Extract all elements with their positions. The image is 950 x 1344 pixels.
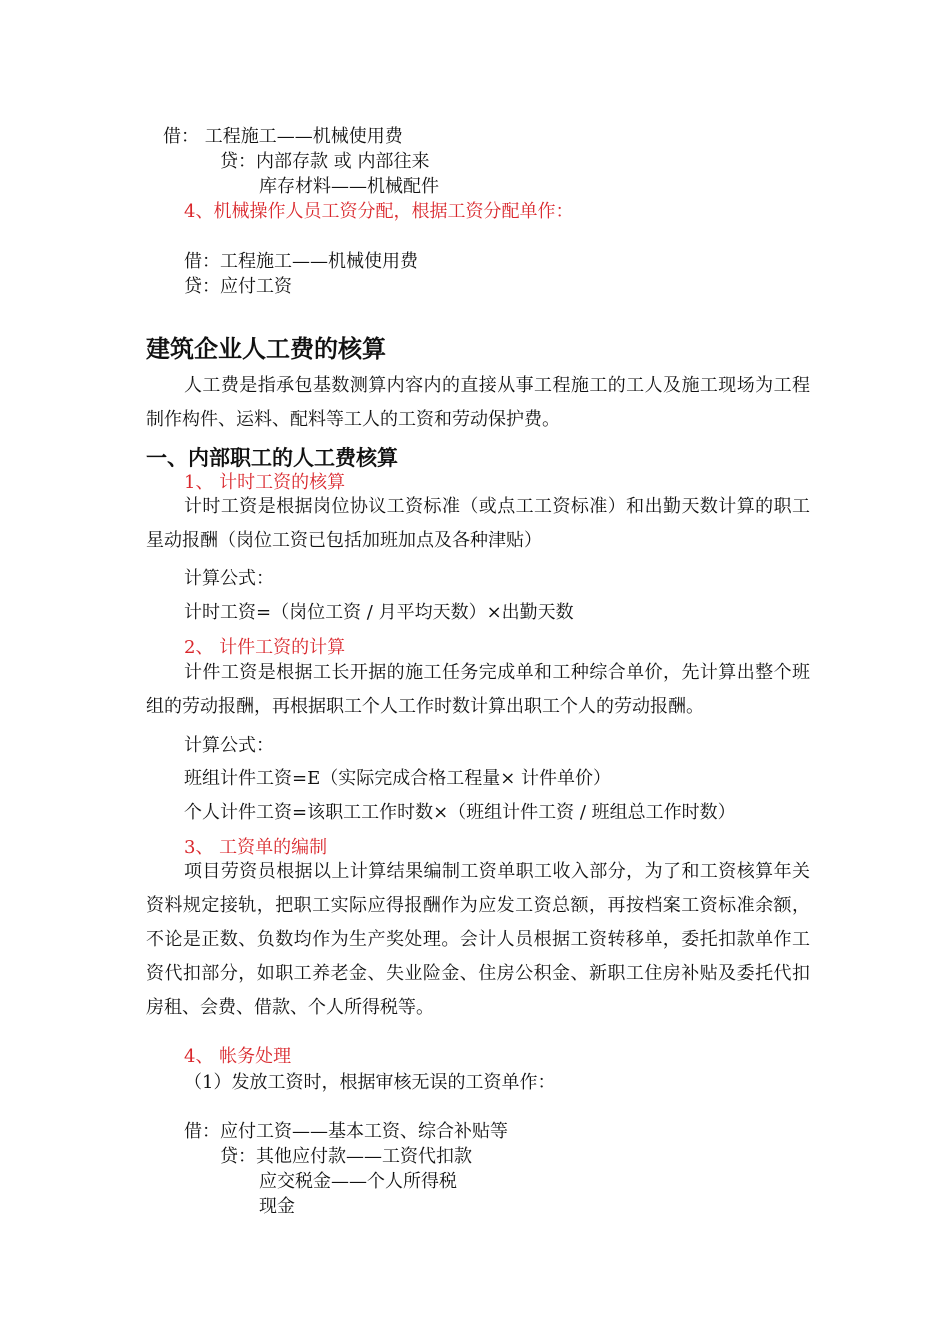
sub4-entry-credit-cash: 现金 [259, 1196, 295, 1217]
entry-line-credit-materials: 库存材料——机械配件 [259, 176, 439, 197]
sub2-formula-label: 计算公式： [184, 735, 274, 756]
sub4-entry-debit: 借：应付工资——基本工资、综合补贴等 [184, 1121, 508, 1142]
red-heading-machine-wages: 4、机械操作人员工资分配，根据工资分配单作： [184, 201, 574, 222]
entry-line-debit-machine-2: 借：工程施工——机械使用费 [184, 251, 418, 272]
section1-title: 一、内部职工的人工费核算 [146, 446, 398, 470]
sub4-entry-credit-other: 贷：其他应付款——工资代扣款 [220, 1146, 472, 1167]
sub2-formula-team: 班组计件工资=E（实际完成合格工程量× 计件单价） [184, 768, 612, 789]
sub2-formula-individual: 个人计件工资=该职工工作时数×（班组计件工资 / 班组总工作时数） [184, 802, 736, 823]
intro-paragraph: 人工费是指承包基数测算内容内的直接从事工程施工的工人及施工现场为工程制作构件、运料、配料等工人的工资和劳动保护费。 [146, 375, 810, 430]
sub4-item1: （1）发放工资时，根据审核无误的工资单作： [184, 1072, 556, 1093]
main-title: 建筑企业人工费的核算 [146, 335, 386, 363]
sub1-formula-label: 计算公式： [184, 568, 274, 589]
entry-line-debit-machine: 借： 工程施工——机械使用费 [163, 126, 403, 147]
sub1-formula: 计时工资=（岗位工资 / 月平均天数）×出勤天数 [184, 602, 574, 623]
sub2-heading: 2、 计件工资的计算 [184, 637, 346, 658]
sub4-heading: 4、 帐务处理 [184, 1046, 292, 1067]
sub3-heading: 3、 工资单的编制 [184, 837, 328, 858]
sub1-paragraph: 计时工资是根据岗位协议工资标准（或点工工资标准）和出勤天数计算的职工星动报酬（岗位工资已包括加班加点及各种津贴） [146, 496, 810, 551]
sub4-entry-credit-tax: 应交税金——个人所得税 [259, 1171, 457, 1192]
sub1-heading: 1、 计时工资的核算 [184, 472, 346, 493]
sub3-paragraph: 项目劳资员根据以上计算结果编制工资单职工收入部分，为了和工资核算年关资料规定接轨，把职工实际应得报酬作为应发工资总额，再按档案工资标准余额，不论是正数、负数均作为生产奖处理。会计人员根据工资转移单，委托扣款单作工资代扣部分，如职工养老金、失业险金、住房公积金、新职工住房补贴及委托代扣房租、会费、借款、个人所得税等。 [146, 861, 810, 1018]
entry-line-credit-payable: 贷：应付工资 [184, 276, 292, 297]
sub2-paragraph: 计件工资是根据工长开据的施工任务完成单和工种综合单价，先计算出整个班组的劳动报酬，再根据职工个人工作时数计算出职工个人的劳动报酬。 [146, 662, 810, 717]
entry-line-credit-internal: 贷：内部存款 或 内部往来 [220, 151, 430, 172]
